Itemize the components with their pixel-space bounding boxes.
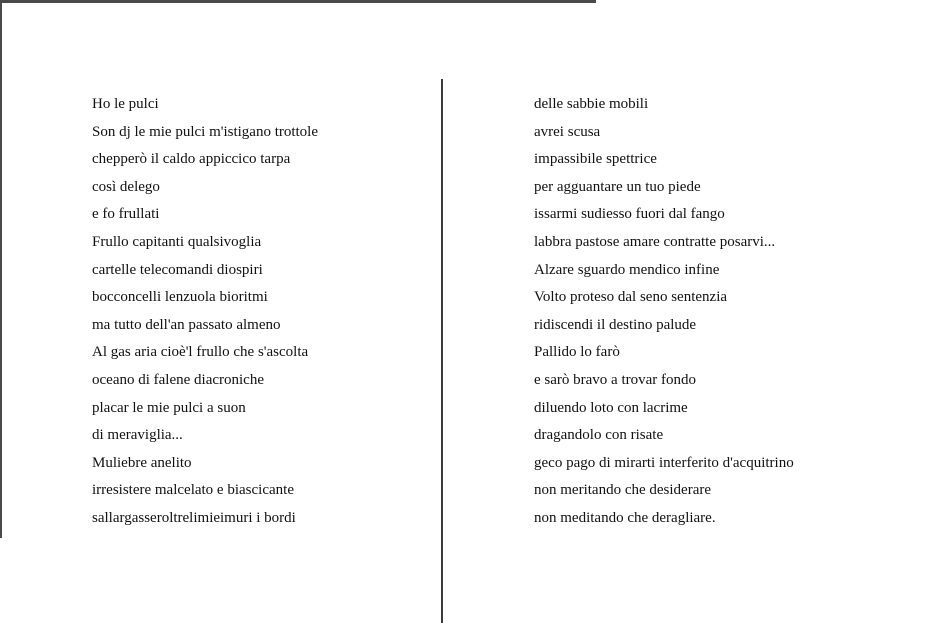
poem-left-column bbox=[92, 92, 318, 534]
poem-line: Al gas aria cioè'l frullo che s'ascolta bbox=[92, 344, 309, 361]
poem-line: Muliebre anelito bbox=[92, 454, 192, 471]
poem-line: diluendo loto con lacrime bbox=[534, 399, 688, 416]
poem-line: placar le mie pulci a suon bbox=[92, 399, 246, 416]
poem-line: issarmi sudiesso fuori dal fango bbox=[534, 206, 725, 223]
poem-line: così delego bbox=[92, 178, 160, 195]
poem-line: non meditando che deragliare. bbox=[534, 509, 716, 526]
poem-line: ridiscendi il destino palude bbox=[534, 316, 697, 333]
poem-line: irresistere malcelato e biascicante bbox=[92, 482, 294, 499]
poem-line: oceano di falene diacroniche bbox=[92, 371, 264, 388]
poem-line: per agguantare un tuo piede bbox=[534, 178, 701, 195]
poem-line: e sarò bravo a trovar fondo bbox=[534, 371, 697, 388]
poem-line: non meritando che desiderare bbox=[534, 482, 712, 499]
poem-line: e fo frullati bbox=[92, 206, 160, 223]
poem-line: bocconcelli lenzuola bioritmi bbox=[92, 289, 268, 306]
poem-line: Pallido lo farò bbox=[534, 344, 620, 361]
poem-line: ma tutto dell'an passato almeno bbox=[92, 316, 281, 333]
poem-line: Frullo capitanti qualsivoglia bbox=[92, 233, 262, 250]
poem-line: labbra pastose amare contratte posarvi... bbox=[534, 233, 776, 250]
poem-line: delle sabbie mobili bbox=[534, 96, 649, 112]
poem-line: impassibile spettrice bbox=[534, 151, 657, 168]
poem-line: cartelle telecomandi diospiri bbox=[92, 261, 263, 278]
poem-line: sallargasseroltrelimieimuri i bordi bbox=[92, 509, 296, 526]
poem-line: di meraviglia... bbox=[92, 427, 183, 444]
poem-right-column bbox=[534, 92, 794, 534]
poem-line: avrei scusa bbox=[534, 123, 601, 140]
frame-left-border bbox=[0, 0, 2, 538]
poem-line: Ho le pulci bbox=[92, 96, 159, 112]
poem-line: Alzare sguardo mendico infine bbox=[534, 261, 720, 278]
poem-line: geco pago di mirarti interferito d'acquitrino bbox=[534, 454, 794, 471]
poem-line: Son dj le mie pulci m'istigano trottole bbox=[92, 123, 319, 140]
poem-line: chepperò il caldo appiccico tarpa bbox=[92, 151, 291, 168]
poem-line: dragandolo con risate bbox=[534, 427, 664, 444]
column-divider bbox=[441, 79, 443, 623]
frame-top-border bbox=[0, 0, 596, 3]
poem-line: Volto proteso dal seno sentenzia bbox=[534, 289, 728, 306]
